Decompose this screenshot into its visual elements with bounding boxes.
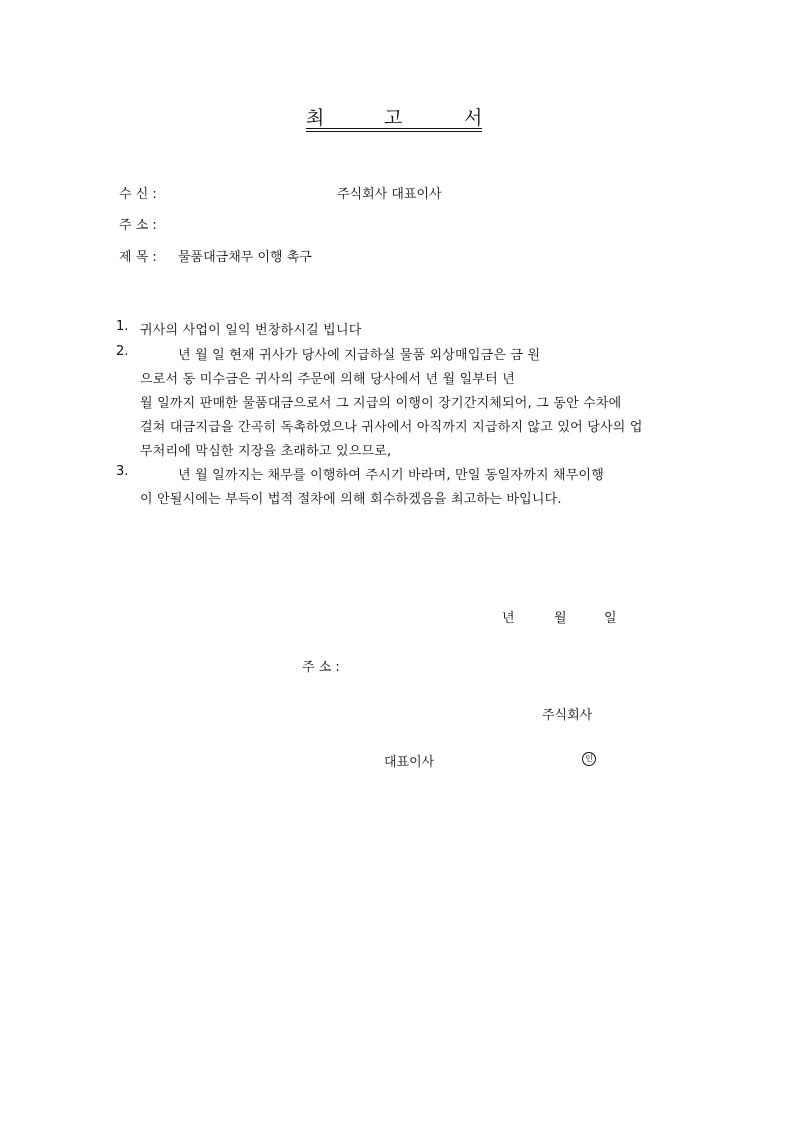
title-char-1: 최 <box>306 107 325 129</box>
recipient-label: 수 신 : <box>119 187 157 202</box>
title-underline-2 <box>306 131 482 132</box>
document-title <box>306 103 482 133</box>
title-char-2: 고 <box>384 107 403 129</box>
address-label: 주 소 : <box>119 218 157 233</box>
date-month: 월 <box>554 611 567 626</box>
subject-label: 제 목 : <box>119 250 157 265</box>
seal-mark-icon: 인 <box>582 752 596 766</box>
item-line: 귀사의 사업이 일익 번창하시길 빕니다 <box>140 323 362 338</box>
item-line: 월 일까지 판매한 물품대금으로서 그 지급의 이행이 장기간지체되어, 그 동안 수차에 <box>140 396 622 411</box>
subject-value: 물품대금채무 이행 촉구 <box>178 250 312 265</box>
title-char-3: 서 <box>464 107 483 129</box>
item-line: 이 안될시에는 부득이 법적 절차에 의해 회수하겠음을 최고하는 바입니다. <box>140 492 562 507</box>
date-day: 일 <box>604 611 617 626</box>
item-line: 걸쳐 대금지급을 간곡히 독촉하였으나 귀사에서 아직까지 지급하지 않고 있어 당사의 업 <box>140 420 643 435</box>
sender-address-label: 주 소 : <box>302 660 340 675</box>
item-line: 년 월 일까지는 채무를 이행하여 주시기 바라며, 만일 동일자까지 채무이행 <box>178 468 605 483</box>
title-underline-1 <box>306 128 482 129</box>
item-line: 년 월 일 현재 귀사가 당사에 지급하실 물품 외상매입금은 금 원 <box>178 348 541 363</box>
sender-ceo-label: 대표이사 <box>384 755 435 770</box>
item-line: 무처리에 막심한 지장을 초래하고 있으므로, <box>140 444 392 459</box>
sender-company: 주식회사 <box>542 708 593 723</box>
recipient-value: 주식회사 대표이사 <box>337 187 442 202</box>
item-line: 으로서 동 미수금은 귀사의 주문에 의해 당사에서 년 월 일부터 년 <box>140 372 516 387</box>
item-number: 2. <box>116 344 129 359</box>
item-number: 1. <box>116 319 129 334</box>
date-year: 년 <box>502 611 515 626</box>
item-number: 3. <box>116 464 129 479</box>
